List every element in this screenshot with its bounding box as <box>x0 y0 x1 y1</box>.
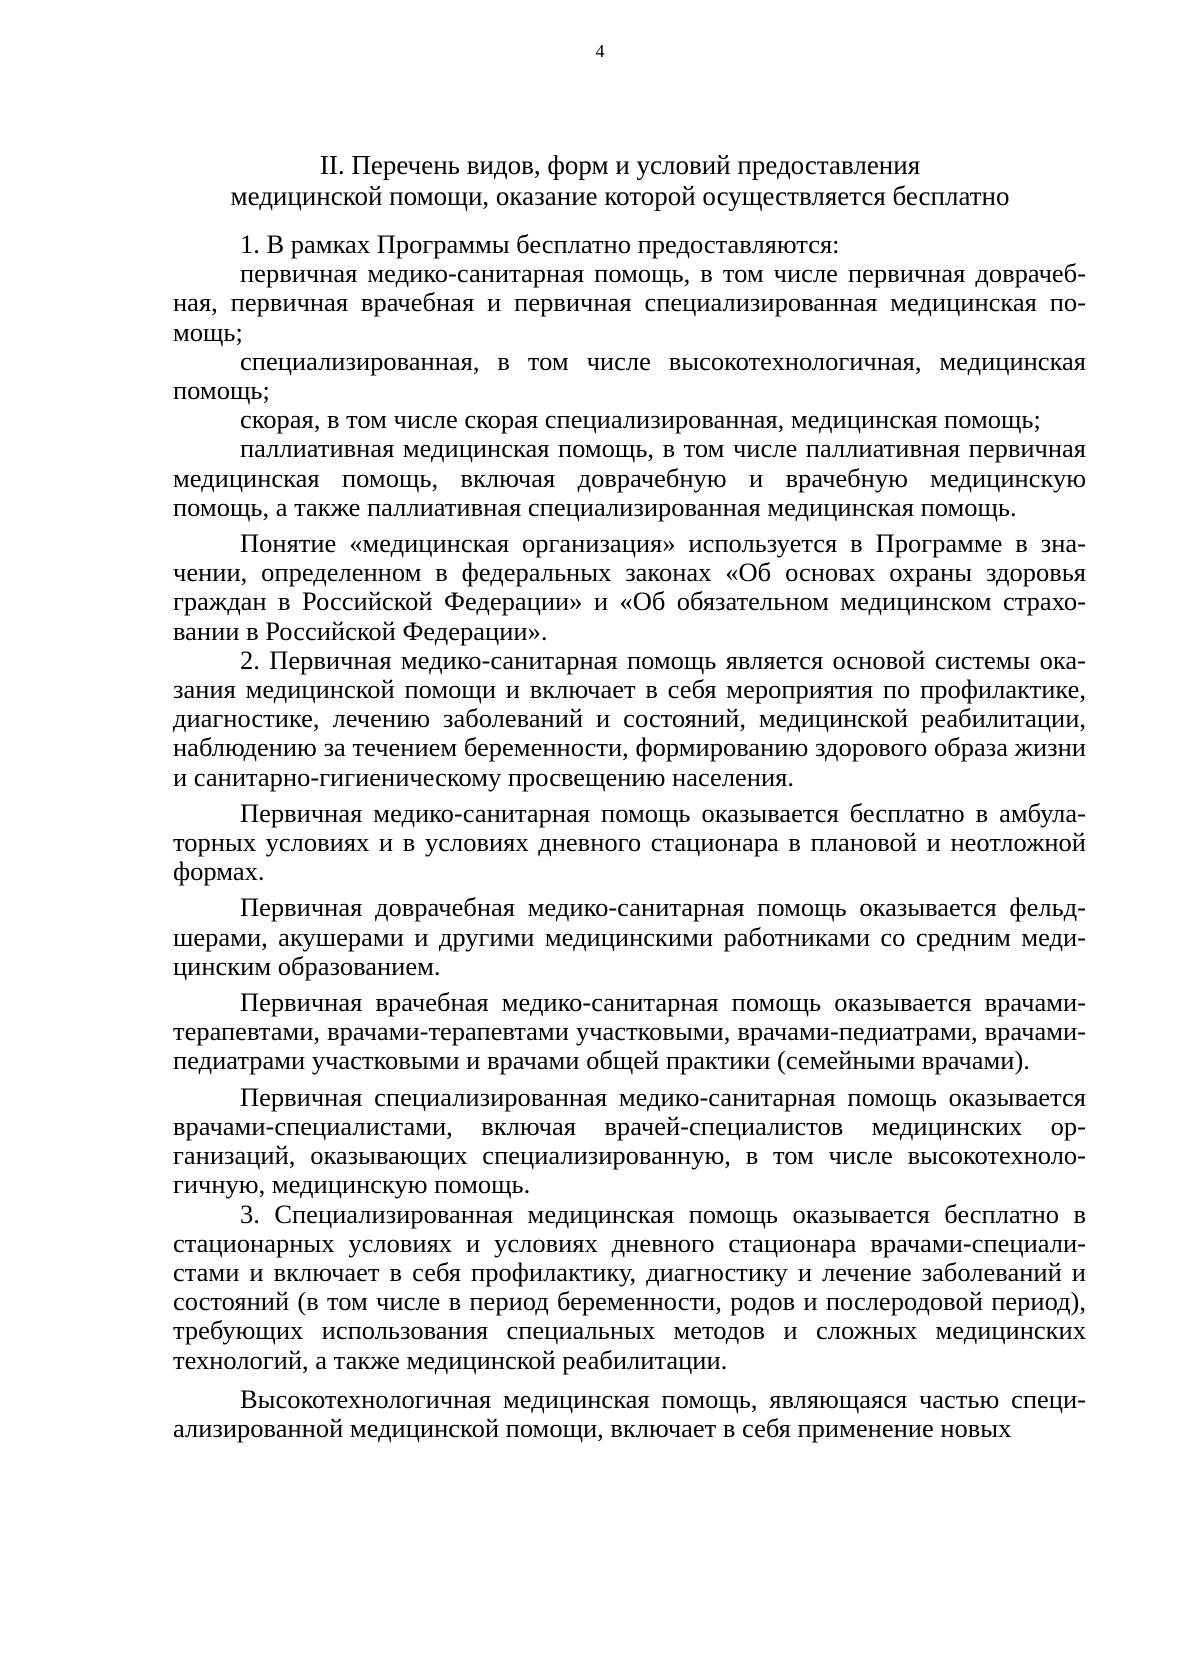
section-heading-line-2: медицинской помощи, оказание которой осуществляется бесплатно <box>230 181 1010 211</box>
body-text <box>173 230 1086 1443</box>
paragraph-1: 1. В рамках Программы бесплатно предоставляются: <box>240 229 840 259</box>
paragraph-4: скорая, в том числе скорая специализированная, медицинская помощь; <box>240 404 1041 435</box>
paragraph-8: Первичная медико-санитарная помощь оказывается бесплатно в амбулаторных условиях и в условиях дневного стационара в плановой и неотложной формах. <box>173 797 1086 887</box>
paragraph-10: Первичная врачебная медико-санитарная помощь оказывается врачами-терапевтами, врачами-терапевтами участковыми, врачами-педиатрами, врачами-педиатрами участковыми и врачами общей практики (семейными врачами). <box>173 987 1086 1076</box>
section-heading-line-1: II. Перечень видов, форм и условий предоставления <box>319 150 921 180</box>
paragraph-11: Первичная специализированная медико-санитарная помощь оказывается врачами-специалистами, включая врачей-специалистов медицинских организаций, оказывающих специализированную, в том числе высокотехнологичную, медицинскую помощь. <box>173 1081 1086 1200</box>
paragraph-2: первичная медико-санитарная помощь, в том числе первичная доврачебная, первичная врачебная и первичная специализированная медицинская помощь; <box>173 258 1086 347</box>
paragraph-5: паллиативная медицинская помощь, в том числе паллиативная первичная медицинская помощь, включая доврачебную и врачебную медицинскую помощь, а также паллиативная специализированная медицинская помощь. <box>173 433 1086 522</box>
paragraph-6: Понятие «медицинская организация» используется в Программе в значении, определенном в федеральных законах «Об основах охраны здоровья граждан в Российской Федерации» и «Об обязательном медицинском страховании в Российской Федерации». <box>173 528 1086 646</box>
paragraph-7: 2. Первичная медико-санитарная помощь является основой системы оказания медицинской помощи и включает в себя мероприятия по профилактике, диагностике, лечению заболеваний и состояний, медицинской реабилитации, наблюдению за течением беременности, формированию здорового образа жизни и санитарно-гигиеническому просвещению населения. <box>173 644 1086 792</box>
paragraph-9: Первичная доврачебная медико-санитарная помощь оказывается фельдшерами, акушерами и другими медицинскими работниками со средним медицинским образованием. <box>173 892 1086 981</box>
paragraph-12: 3. Специализированная медицинская помощь оказывается бесплатно в стационарных условиях и условиях дневного стационара врачами-специалистами и включает в себя профилактику, диагностику и лечение заболеваний и состояний (в том числе в период беременности, родов и послеродовой период), требующих использования специальных методов и сложных медицинских технологий, а также медицинской реабилитации. <box>173 1198 1086 1375</box>
section-heading <box>150 150 1090 212</box>
page-number: 4 <box>595 41 605 61</box>
paragraph-3: специализированная, в том числе высокотехнологичная, медицинская помощь; <box>173 345 1086 406</box>
paragraph-13: Высокотехнологичная медицинская помощь, являющаяся частью специализированной медицинской помощи, включает в себя применение новых <box>173 1383 1086 1443</box>
